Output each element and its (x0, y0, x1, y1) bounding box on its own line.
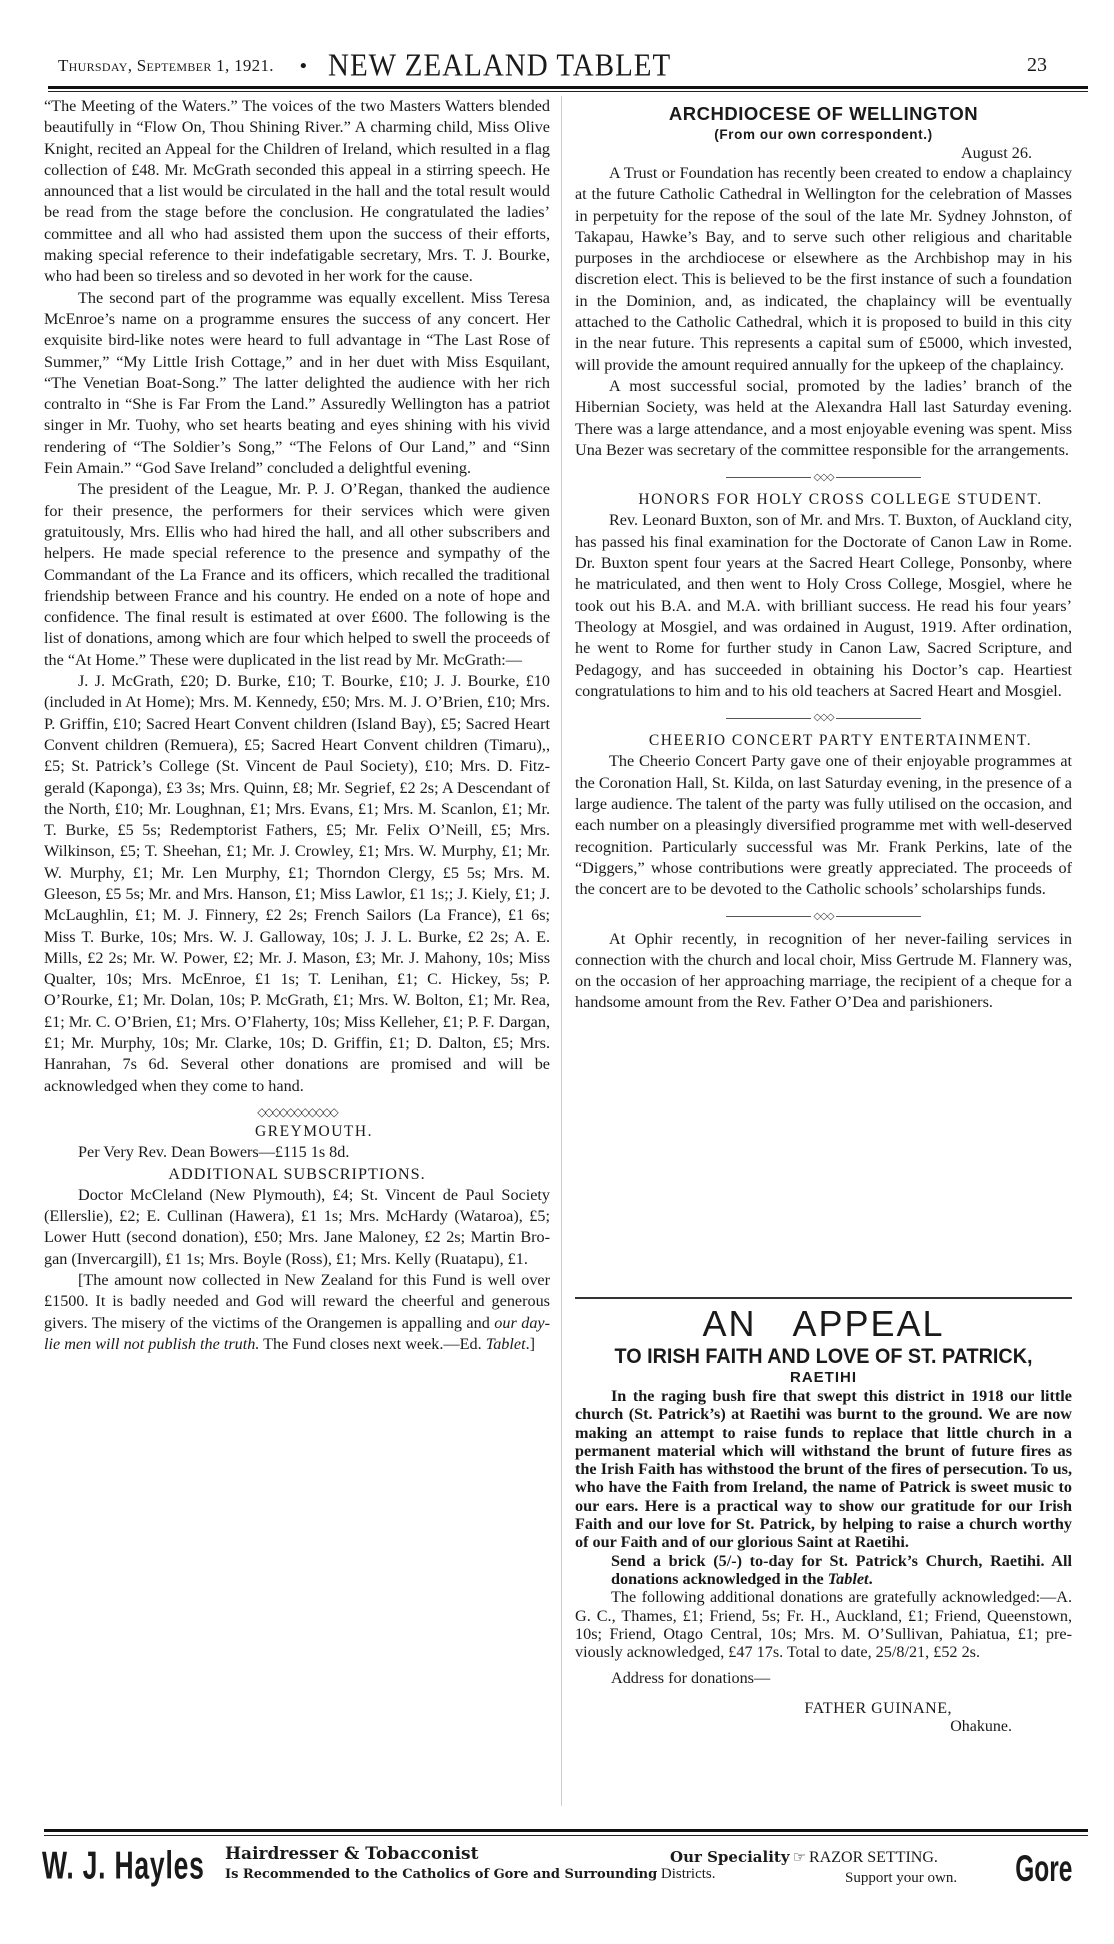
advertiser-town: Gore (1014, 1848, 1072, 1890)
signatory: FATHER GUINANE, (804, 1699, 952, 1717)
appeal-place: RAETIHI (790, 1369, 857, 1386)
pointing-hand-icon: ☞ (792, 1850, 807, 1866)
left-column (44, 96, 550, 1355)
footer-rule-thin (44, 1835, 1088, 1836)
diamond-ornament-icon: ◇◇◇ (813, 471, 834, 483)
article-paragraph: At Ophir recently, in recognition of her never-failing services in connection with the church and local choir, Miss Gertrude M. Flannery was, on the occasion of her approaching marriage, the recipient of a cheque for a handsome amount from the Rev. Father O’Dea and parishioners. (575, 929, 1072, 1012)
appeal-title: AN APPEAL (702, 1303, 945, 1344)
greymouth-line: Per Very Rev. Dean Bowers—£115 1s 8d. (78, 1143, 350, 1162)
note-italic: our daylie men will not publish the truth. (44, 1313, 551, 1353)
ornament-divider (575, 712, 1072, 724)
article-paragraph: A Trust or Foundation has recently been created to endow a chaplaincy at the future Catholic Cathedral in Wellington for the celebration of Masses in perpetuity for the repose of the soul of the late Mr. Sydney Johnston, of Takapau, Hawke’s Bay, and to serve such other religious and charitable purposes in the archdiocese or elsewhere as the Archbishop may in his discretion elect. This is believed to be the first instance of such a foundation in the Dominion, and, as indicated, the chaplaincy will be eventually attached to the Catholic Cathedral, which it is proposed to build in this city in the near future. This represents a capital sum of £5000, which invested, will provide the amount required annually for the upkeep of the chaplaincy. (575, 164, 1072, 374)
subscriptions-list: Doctor McCleland (New Plymouth), £4; St. Vincent de Paul Society (Ellerslie), £2; E. Cullinan (Hawera), £1 1s; Mrs. McHardy (Wataroa), £5; Lower Hutt (second donation), £50; Mrs. Jane Maloney, £2 2s; Martin Brogan (Invercargill), £1 1s; Mrs. Boyle (Ross), £1; Mrs. Kelly (Ruatapu), £1. (44, 1185, 550, 1268)
article-paragraph: “The Meeting of the Waters.” The voices of the two Masters Watters blended beautifully in “Flow On, Thou Shining River.” A charming child, Miss Olive Knight, recited an Appeal for the Children of Ireland, which resulted in a flag collection of £48. Mr. McGrath seconded this appeal in a stirring speech. He announced that a list would be circulated in the hall and the total result would be read from the stage before the conclusion. He congratulated the ladies’ committee and all who had assisted them upon the success of their efforts, making special reference to their indefatigable secretary, Mrs. T. J. Bourke, who had been so tireless and so devoted in her work for the cause. (44, 97, 550, 286)
section-heading-greymouth: GREYMOUTH. (255, 1122, 373, 1140)
send-text: . (868, 1569, 873, 1588)
article-paragraph: The Cheerio Concert Party gave one of their enjoyable programmes at the Coronation Hall, St. Kilda, on last Saturday evening, in the presence of a large audience. The talent of the party was fully utilised on the occasion, and each number on a pleasingly diversified programme met with well-deserved recognition. Particularly successful was Mr. Frank Perkins, late of the “Diggers,” whose contributions were greatly appreciated. The proceeds of the concert are to be devoted to the Catholic schools’ scholarships funds. (575, 752, 1073, 899)
issue-date: Thursday, September 1, 1921. (58, 56, 274, 75)
divider-line (726, 916, 811, 917)
donation-list: J. J. McGrath, £20; D. Burke, £10; T. Bourke, £10; J. J. Bourke, £10 (included in At Home); Mrs. M. Kennedy, £50; Mrs. M. J. O’Brien, £10; Mrs. P. Griffin, £10; Sacred Heart Convent children (Island Bay), £5; Sacred Heart Convent children (Remuera), £5; Sacred Heart Convent children (Timaru),, £5; St. Patrick’s College (St. Vincent de Paul Society), £10; Mrs. D. Fitzgerald (Kaponga), £3 3s; Mrs. Quinn, £8; Mr. Segrief, £2 2s; A Descendant of the North, £10; Mr. Loughnan, £1; Mrs. Evans, £1; Mrs. M. Scanlon, £1; Mr. T. Burke, £5 5s; Redemptorist Fathers, £5; Mr. Felix O’Neill, £5; Mrs. Wilkinson, £5; T. Sheehan, £1; Mr. J. Crowley, £1; Mrs. W. Murphy, £1; Mr. W. Murphy, £1; Mr. Len Murphy, £1; Thorndon Clergy, £5 5s; Mrs. M. Gleeson, £5 5s; Mr. and Mrs. Hanson, £1; Miss Lawlor, £1 1s;; J. Kiely, £1; J. McLaughlin, £1; M. J. Finnery, £2 2s; French Sailors (La France), £1 6s; Miss T. Burke, 10s; Mrs. W. J. Galloway, 10s; J. J. L. Burke, £2 2s; A. E. Mills, £2 2s; Mr. W. Power, £2; Mr. J. Mason, £3; Mr. J. Mahony, 10s; Miss Qualter, 10s; Mrs. McEnroe, £1 1s; T. Lenihan, £1; C. Hickey, 5s; P. O’Rourke, £1; Mr. Dolan, 10s; P. McGrath, £1; Mrs. W. Bolton, £1; Mr. Rea, £1; Mr. C. O’Brien, £1; Mrs. O’Flaherty, 10s; Miss Kelleher, £1; P. F. Dargan, £1; Mr. Murphy, 10s; Mr. Clarke, 10s; D. Griffin, £1; D. Dalton, £5; Mrs. Hanrahan, 7s 6d. Several other donations are promised and will be acknowledged when they come to hand. (44, 672, 550, 1095)
dateline: August 26. (960, 144, 1032, 162)
appeal-donations: The following additional donations are gratefully acknowledged:—A. G. C., Thames, £1; Friend, 5s; Fr. H., Auckland, £1; Friend, Queenstown, 10s; Friend, Otago Central, 10s; Mrs. M. O’Sullivan, Pahiatua, £1; previously acknowledged, £47 17s. Total to date, 25/8/21, £52 2s. (575, 1588, 1072, 1662)
masthead-rule (48, 86, 1088, 89)
note-text: [The amount now collected in New Zealand for this Fund is well over £1500. It is badly needed and God will reward the cheerful and generous givers. The misery of the victims of the Orangemen is appalling and (44, 1271, 550, 1332)
masthead-rule-thin (48, 91, 1088, 92)
recommendation-plain: Districts. (657, 1866, 716, 1882)
address-label: Address for donations— (611, 1669, 771, 1688)
newspaper-title: NEW ZEALAND TABLET (328, 48, 672, 84)
right-column (575, 96, 1072, 1014)
footer-rule (44, 1829, 1088, 1832)
diamond-ornament-icon: ◇◇◇ (813, 712, 834, 724)
appeal-advertisement (575, 1305, 1072, 1736)
advertiser-trade: Hairdresser & Tobacconist (225, 1844, 479, 1864)
appeal-body (575, 1387, 1072, 1688)
note-text: The Fund closes next week.—Ed. (259, 1334, 486, 1353)
appeal-paragraph: In the raging bush fire that swept this district in 1918 our little church (St. Patrick’s) at Raetihi was burnt to the ground. We are now making an attempt to raise funds to replace that little church in a permanent material which will withstand the brunt of future fires as the Irish Faith has withstood the brunt of the fires of persecution. To us, who have the Faith from Ireland, the name of Patrick is sweet music to our ears. Here is a practical way to show our gratitude for our Irish Faith and our love for St. Patrick, by helping to raise a church worthy of our Faith and of our glorious Saint at Raetihi. (575, 1387, 1072, 1552)
footer-advertisement (30, 1838, 1090, 1908)
cheerio-heading: CHEERIO CONCERT PARTY ENTERTAINMENT. (648, 732, 1033, 750)
masthead (48, 44, 1053, 84)
article-paragraph: Rev. Leonard Buxton, son of Mr. and Mrs. T. Buxton, of Auckland city, has passed his final examination for the Doctorate of Canon Law in Rome. Dr. Buxton spent four years at the Sacred Heart College, Ponsonby, where he matriculated, and then went to Holy Cross College, Mosgiel, where he took out his B.A. and M.A. with brilliant success. He read his four years’ Theology at Mosgiel, and was ordained in August, 1919. After ordination, he went to Rome for further study in Canon Law, Sacred Scripture, and Pedagogy, and has succeeded in obtaining his Doctor’s cap. Heartiest congratulations to him and to his old teachers at Sacred Heart and Mosgiel. (575, 511, 1072, 700)
speciality-text: RAZOR SETTING. (809, 1849, 938, 1866)
speciality-line (670, 1848, 938, 1867)
ornament-divider (575, 911, 1072, 923)
support-slogan: Support your own. (845, 1870, 958, 1886)
divider-line (836, 916, 921, 917)
note-italic: Tablet (485, 1334, 526, 1353)
article-paragraph: The second part of the programme was equally excellent. Miss Teresa McEnroe’s name on a programme ensures the success of any concert. Her exquisite bird-like notes were heard to full advantage in “The Last Rose of Summer,” “My Little Irish Cottage,” and in her duet with Miss Esquilant, “The Venetian Boat-Song.” The latter delighted the audience with her rich contralto in “She is Far From the Land.” Assuredly Wellington has a patriot singer in Mr. Tuohy, who set hearts beating and eyes shining with his vivid rendering of “The Soldier’s Song,” “The Felons of Our Land,” and “Sinn Fein Amain.” “God Save Ireland” concluded a delightful evening. (44, 288, 550, 478)
divider-line (726, 477, 811, 478)
advertiser-recommendation (225, 1866, 716, 1883)
column-divider (561, 96, 562, 1806)
appeal-send-line (575, 1552, 1072, 1589)
appeal-subtitle: TO IRISH FAITH AND LOVE OF ST. PATRICK, (614, 1344, 1033, 1368)
ornament-divider: ◇◇◇◇◇◇◇◇◇◇◇ (257, 1104, 337, 1119)
speciality-label: Our Speciality (670, 1848, 790, 1866)
editor-note (44, 1270, 550, 1355)
honors-heading: HONORS FOR HOLY CROSS COLLEGE STUDENT. (638, 491, 1043, 509)
diamond-ornament-icon: ◇◇◇ (813, 910, 834, 922)
page-number: 23 (1027, 54, 1047, 76)
ornament-divider (575, 471, 1072, 483)
note-text: .] (525, 1334, 536, 1353)
additional-subscriptions-heading: ADDITIONAL SUBSCRIPTIONS. (168, 1164, 426, 1183)
archdiocese-heading: ARCHDIOCESE OF WELLINGTON (668, 103, 979, 124)
appeal-rule (575, 1297, 1072, 1299)
bullet-icon: • (298, 56, 309, 77)
divider-line (726, 718, 811, 719)
divider-line (836, 718, 921, 719)
article-paragraph: A most successful social, promoted by the ladies’ branch of the Hibernian Society, was held at the Alexandra Hall last Saturday evening. There was a large attendance, and a most enjoyable evening was spent. Miss Una Bezer was secretary of the committee responsible for the arrangements. (575, 376, 1072, 459)
recommendation-bold: Is Recommended to the Catholics of Gore and Surrounding (225, 1867, 658, 1882)
divider-line (836, 477, 921, 478)
send-text: Send a brick (5/-) to-day for St. Patrick’s Church, Raetihi. All donations acknowledged in the (611, 1551, 1072, 1588)
signatory-place: Ohakune. (950, 1717, 1012, 1735)
correspondent-subheading: (From our own correspondent.) (714, 127, 933, 142)
send-italic: Tablet (827, 1569, 869, 1588)
article-paragraph: The president of the League, Mr. P. J. O’Regan, thanked the audience for their presence, the performers for their services which were given gratuitously, Mrs. Ellis who had hired the hall, and all other subscribers and helpers. He made special reference to the presence and sympathy of the Commandant of the La France and its officers, which recalled the traditional friendship between France and his country. He ended on a note of hope and confidence. The final result is estimated at over £600. The following is the list of donations, among which are four which helped to swell the proceeds of the “At Home.” These were duplicated in the list read by Mr. McGrath:— (44, 480, 550, 669)
advertiser-name: W. J. Hayles (42, 1844, 205, 1888)
